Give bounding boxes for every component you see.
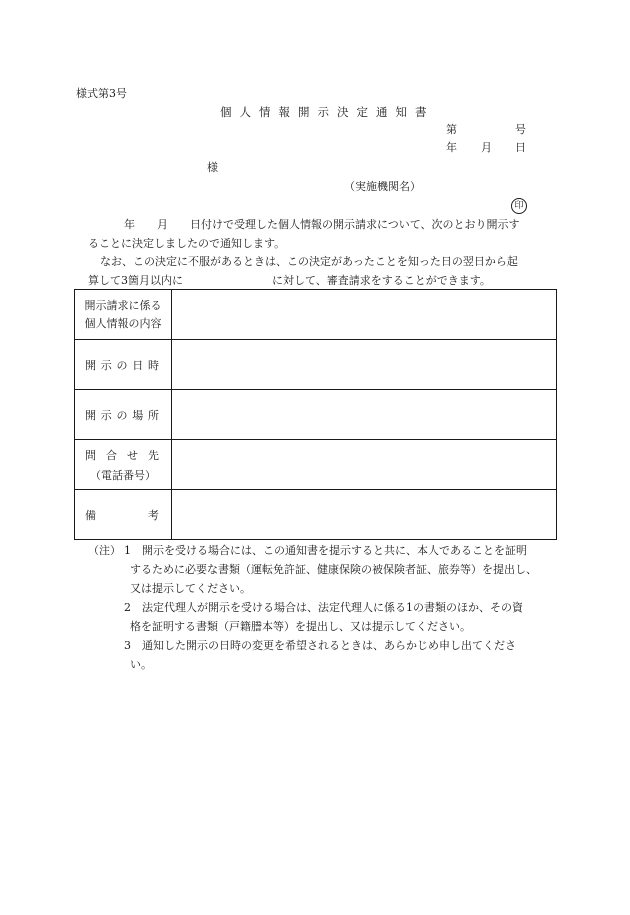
- seal-mark: [511, 198, 527, 214]
- label-contact-phone: （電話番号）: [90, 468, 156, 482]
- value-request-content[interactable]: [172, 290, 557, 340]
- date-year: 年: [446, 141, 457, 154]
- table-row-disclosure-place: [75, 390, 557, 440]
- label-request-line2: 個人情報の内容: [84, 316, 162, 330]
- value-contact[interactable]: [172, 440, 557, 490]
- label-contact: [75, 440, 172, 490]
- label-place-char: 場: [132, 408, 144, 422]
- issuer-name: （実施機関名）: [344, 180, 421, 193]
- note3-line1: 通知した開示の日時の変更を希望されるときは、あらかじめ申し出てくださ: [142, 639, 516, 652]
- date-month: 月: [481, 141, 492, 154]
- label-contact-char: せ: [127, 448, 138, 462]
- label-remarks: [75, 490, 172, 540]
- label-request-line1: 開示請求に係る: [84, 298, 162, 312]
- addressee-suffix: 様: [207, 161, 218, 174]
- note2-line2: 格を証明する書類（戸籍謄本等）を提出し、又は提示してください。: [130, 620, 471, 633]
- note1-line3: 又は提示してください。: [130, 582, 251, 595]
- note1-line2: するために必要な書類（運転免許証、健康保険の被保険者証、旅券等）を提出し、: [130, 563, 537, 576]
- label-disclosure-datetime: [75, 340, 172, 390]
- label-datetime-char: 時: [148, 358, 159, 372]
- document-title: 個人情報開示決定通知書: [220, 105, 435, 119]
- value-disclosure-datetime[interactable]: [172, 340, 557, 390]
- note3-number: 3: [124, 639, 131, 652]
- label-contact-char: 先: [148, 448, 159, 462]
- value-remarks[interactable]: [172, 490, 557, 540]
- date-day: 日: [515, 141, 526, 154]
- info-table: [74, 289, 557, 540]
- table-row-request-content: [75, 290, 557, 340]
- label-datetime-char: の: [116, 358, 128, 372]
- note1-line1: 開示を受ける場合には、この通知書を提示すると共に、本人であることを証明: [142, 544, 527, 557]
- label-datetime-char: 示: [100, 358, 112, 372]
- note2-line1: 法定代理人が開示を受ける場合は、法定代理人に係る1の書類のほか、その資: [142, 601, 523, 614]
- para2-line1: なお、この決定に不服があるときは、この決定があったことを知った日の翌日から起: [100, 255, 518, 268]
- label-datetime-char: 日: [132, 358, 144, 372]
- table-row-contact: [75, 440, 557, 490]
- seal-text: 印: [514, 200, 524, 211]
- label-place-char: 所: [148, 408, 159, 422]
- value-disclosure-place[interactable]: [172, 390, 557, 440]
- label-place-char: の: [116, 408, 128, 422]
- label-contact-char: 合: [106, 448, 117, 462]
- para1-line2: ることに決定しましたので通知します。: [88, 237, 286, 250]
- number-suffix: 号: [515, 123, 526, 136]
- label-remarks-char: 考: [148, 508, 159, 522]
- notes-prefix: （注）: [88, 544, 121, 557]
- label-remarks-char: 備: [85, 508, 96, 522]
- label-datetime-char: 開: [85, 358, 96, 372]
- note1-number: 1: [124, 544, 131, 557]
- para2-line2-b: に対して、審査請求をすることができます。: [272, 274, 491, 287]
- label-place-char: 示: [100, 408, 112, 422]
- form-number: 様式第3号: [76, 87, 127, 100]
- table-row-remarks: [75, 490, 557, 540]
- label-place-char: 開: [85, 408, 96, 422]
- label-request-content: [75, 290, 172, 340]
- para2-line2-a: 算して3箇月以内に: [88, 274, 183, 287]
- label-contact-char: 問: [85, 448, 96, 462]
- number-prefix: 第: [446, 123, 457, 136]
- label-disclosure-place: [75, 390, 172, 440]
- para1-line1: 年 月 日付けで受理した個人情報の開示請求について、次のとおり開示す: [124, 218, 520, 231]
- table-row-disclosure-datetime: [75, 340, 557, 390]
- note3-line2: い。: [130, 658, 152, 671]
- note2-number: 2: [124, 601, 131, 614]
